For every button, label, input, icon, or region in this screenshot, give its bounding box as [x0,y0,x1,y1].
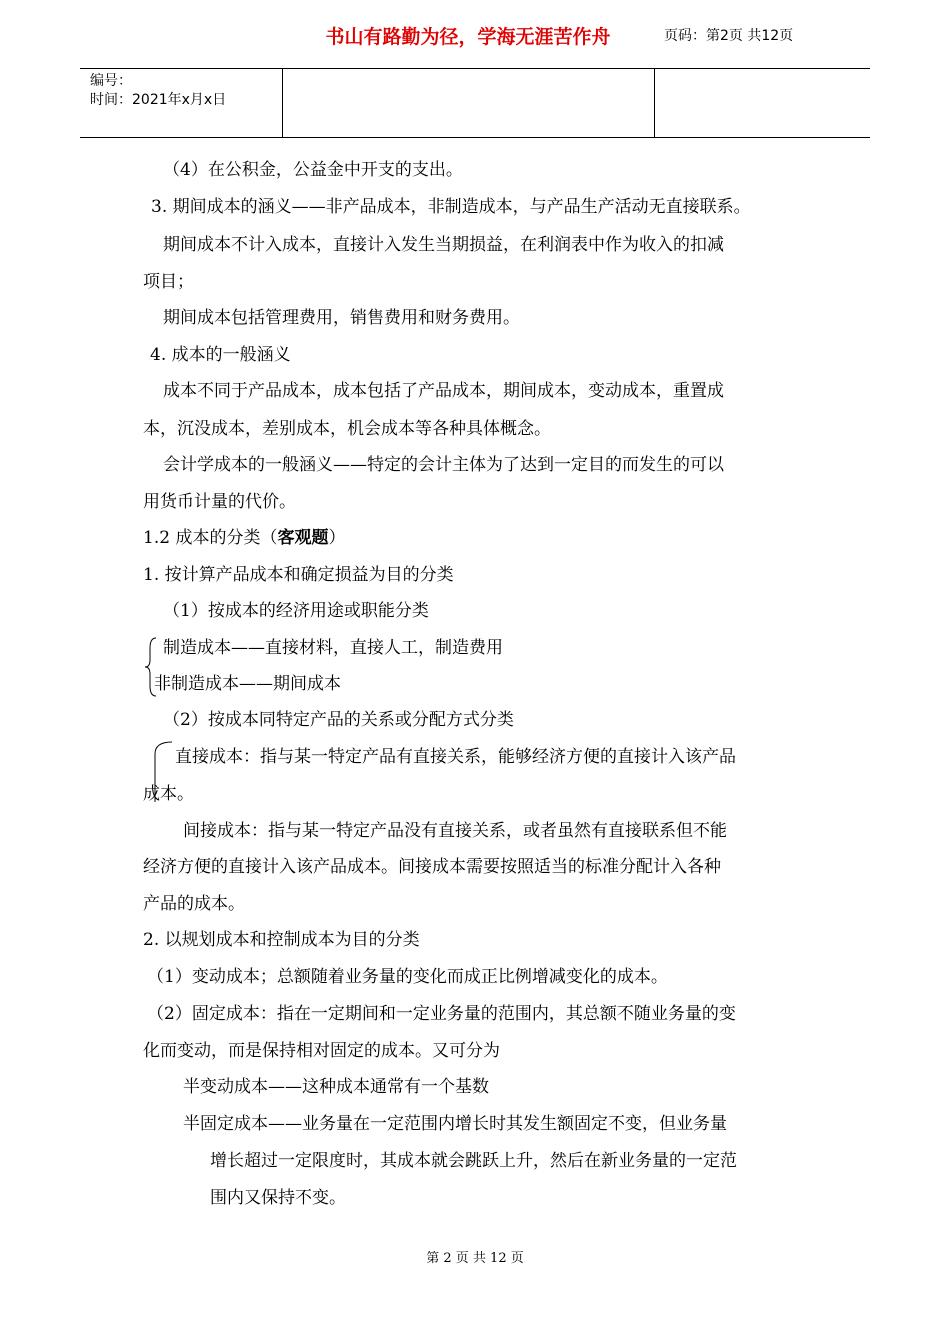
section-heading: 1.2 成本的分类（客观题） [143,528,346,548]
text-line: 3. 期间成本的涵义——非产品成本，非制造成本，与产品生产活动无直接联系。 [151,197,751,217]
header-number: 编号： [90,73,132,89]
text-line: 产品的成本。 [143,894,245,914]
header-page-number: 页码：第2页 共12页 [664,28,794,44]
text-line: 成本。 [143,784,194,804]
text-line: （1）按成本的经济用途或职能分类 [163,601,429,621]
text-line: 直接成本：指与某一特定产品有直接关系，能够经济方便的直接计入该产品 [175,747,736,767]
page-footer: 第 2 页 共 12 页 [426,1251,524,1266]
text-line: 成本不同于产品成本，成本包括了产品成本，期间成本，变动成本，重置成 [163,381,724,401]
bold-tag: 客观题 [277,528,329,548]
text-line: 期间成本包括管理费用，销售费用和财务费用。 [163,308,520,328]
page-header [80,68,870,138]
header-meta [90,72,226,110]
text-line: 增长超过一定限度时，其成本就会跳跃上升，然后在新业务量的一定范 [210,1151,737,1171]
text-line: 制造成本——直接材料，直接人工，制造费用 [163,638,503,658]
text-line: 用货币计量的代价。 [143,492,296,512]
text-line: 项目； [143,272,194,292]
section-heading: 2. 以规划成本和控制成本为目的分类 [143,930,420,950]
text-line: （2）固定成本：指在一定期间和一定业务量的范围内，其总额不随业务量的变 [147,1004,736,1024]
header-divider [654,69,655,137]
text-line: 经济方便的直接计入该产品成本。间接成本需要按照适当的标准分配计入各种 [143,857,721,877]
text-line: （1）变动成本；总额随着业务量的变化而成正比例增减变化的成本。 [147,967,668,987]
text-line: 非制造成本——期间成本 [154,674,341,694]
section-heading: 4. 成本的一般涵义 [150,345,291,365]
header-motto: 书山有路勤为径，学海无涯苦作舟 [325,26,611,48]
text-line: 围内又保持不变。 [210,1188,346,1208]
text-line: 化而变动，而是保持相对固定的成本。又可分为 [143,1041,500,1061]
text-line: 半变动成本——这种成本通常有一个基数 [183,1077,489,1097]
header-divider [282,69,283,137]
text-line: 会计学成本的一般涵义——特定的会计主体为了达到一定目的而发生的可以 [163,455,724,475]
text-line: （2）按成本同特定产品的关系或分配方式分类 [163,710,514,730]
text-line: 半固定成本——业务量在一定范围内增长时其发生额固定不变，但业务量 [183,1114,727,1134]
text-line: （4）在公积金，公益金中开支的支出。 [163,160,463,180]
section-heading: 1. 按计算产品成本和确定损益为目的分类 [143,565,454,585]
header-time: 时间：2021年x月x日 [90,92,227,108]
text-line: 期间成本不计入成本，直接计入发生当期损益，在利润表中作为收入的扣减 [163,235,724,255]
text-line: 本，沉没成本，差别成本，机会成本等各种具体概念。 [143,419,551,439]
text-line: 间接成本：指与某一特定产品没有直接关系，或者虽然有直接联系但不能 [183,821,727,841]
